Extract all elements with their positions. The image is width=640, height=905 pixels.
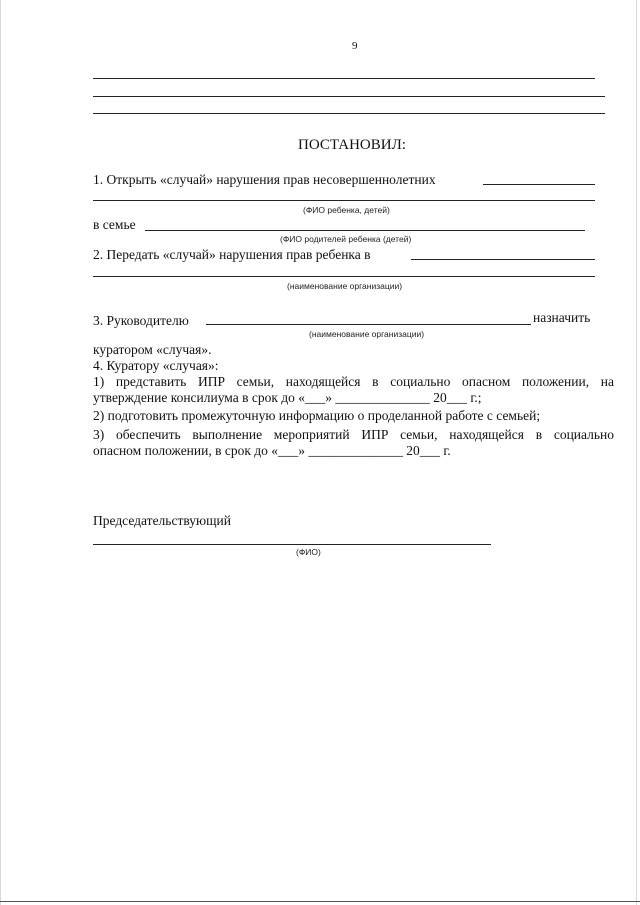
chair-label: Председательствующий [93,513,231,528]
page-number: 9 [352,40,358,52]
blank-line [93,78,595,79]
scan-edge-left [0,0,1,905]
sub-item-1-line-2: утверждение консилиума в срок до «___» ______________ 20___ г.; [93,390,482,405]
blank-line [93,200,595,201]
caption-org-2: (наименование организации) [309,329,425,339]
item-3-left: 3. Руководителю [93,313,189,328]
blank-line [145,230,585,231]
caption-fio: (ФИО) [296,547,321,557]
item-2-text: 2. Передать «случай» нарушения прав ребенка в [93,247,371,262]
sub-item-3-line-2: опасном положении, в срок до «___» ______________ 20___ г. [93,443,451,458]
blank-line [93,96,605,97]
caption-fio-child: (ФИО ребенка, детей) [303,205,390,215]
scan-edge-bottom [0,901,640,902]
blank-line [411,259,595,260]
signature-line [93,544,491,545]
curator-line: куратором «случая». [93,342,212,357]
sub-item-3-line-1: 3) обеспечить выполнение мероприятий ИПР семьи, находящейся в социально [93,427,614,442]
sub-item-2: 2) подготовить промежуточную информацию о проделанной работе с семьей; [93,408,541,423]
scan-edge-right [636,0,637,905]
item-3-right: назначить [533,310,591,325]
resolution-heading: ПОСТАНОВИЛ: [298,137,406,153]
blank-line [93,113,605,114]
item-4-text: 4. Куратору «случая»: [93,358,219,373]
item-1-text: 1. Открыть «случай» нарушения прав несовершеннолетних [93,172,436,187]
caption-fio-parents: (ФИО родителей ребенка (детей) [280,234,412,244]
sub-item-1-line-1: 1) представить ИПР семьи, находящейся в социально опасном положении, на [93,374,614,389]
blank-line [483,184,595,185]
in-family-label: в семье [93,217,136,232]
blank-line [93,276,595,277]
blank-line [206,324,531,325]
caption-org-1: (наименование организации) [287,281,403,291]
